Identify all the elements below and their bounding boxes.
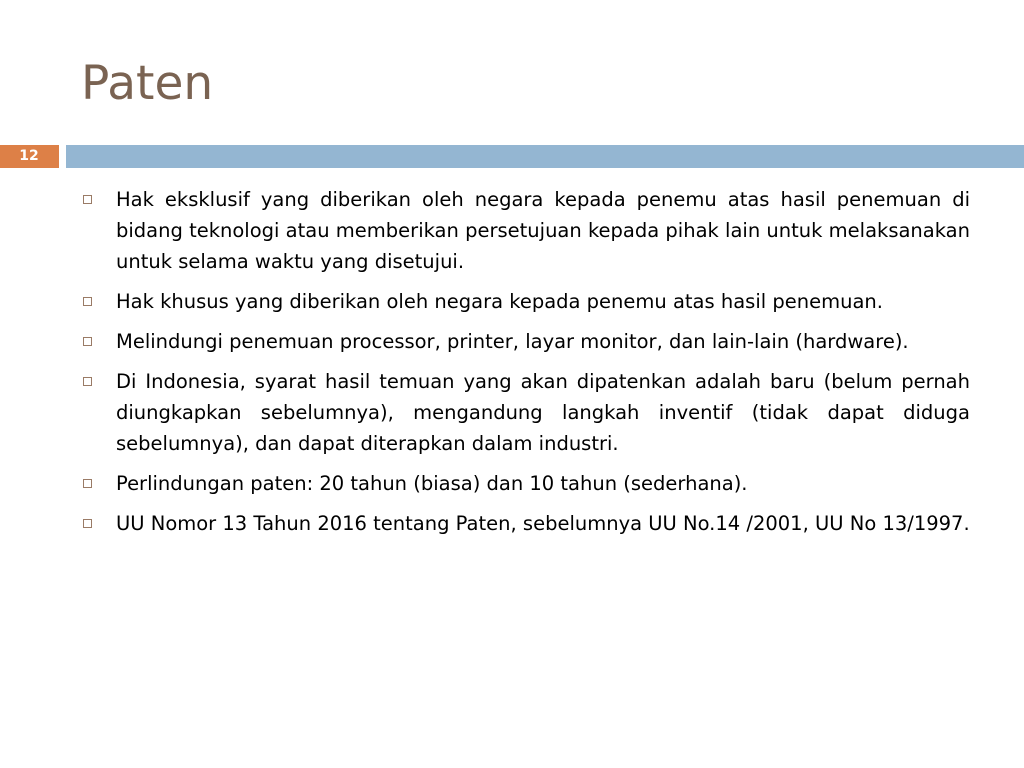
slide-number: 12: [19, 148, 39, 164]
bullet-item: [80, 366, 970, 459]
bullet-item: [80, 286, 970, 317]
bullet-item: [80, 508, 970, 539]
bullet-item: [80, 326, 970, 357]
bullet-list: [80, 184, 970, 548]
header-divider-bar: [66, 145, 1024, 168]
slide-title: Paten: [81, 56, 214, 111]
bullet-text: UU Nomor 13 Tahun 2016 tentang Paten, sebelumnya UU No.14 /2001, UU No 13/1997.: [116, 512, 970, 535]
square-bullet-icon: [83, 337, 92, 346]
bullet-item: [80, 184, 970, 277]
square-bullet-icon: [83, 195, 92, 204]
bullet-text: Hak eksklusif yang diberikan oleh negara kepada penemu atas hasil penemuan di bidang teknologi atau memberikan persetujuan kepada pihak lain untuk melaksanakan untuk selama waktu yang disetujui.: [116, 188, 970, 273]
bullet-item: [80, 468, 970, 499]
bullet-text: Di Indonesia, syarat hasil temuan yang akan dipatenkan adalah baru (belum pernah diungkapkan sebelumnya), mengandung langkah inventif (tidak dapat diduga sebelumnya), dan dapat diterapkan dalam industri.: [116, 370, 970, 455]
bullet-text: Perlindungan paten: 20 tahun (biasa) dan 10 tahun (sederhana).: [116, 472, 748, 495]
square-bullet-icon: [83, 519, 92, 528]
bullet-text: Melindungi penemuan processor, printer, layar monitor, dan lain-lain (hardware).: [116, 330, 909, 353]
square-bullet-icon: [83, 297, 92, 306]
square-bullet-icon: [83, 377, 92, 386]
square-bullet-icon: [83, 479, 92, 488]
bullet-text: Hak khusus yang diberikan oleh negara kepada penemu atas hasil penemuan.: [116, 290, 883, 313]
